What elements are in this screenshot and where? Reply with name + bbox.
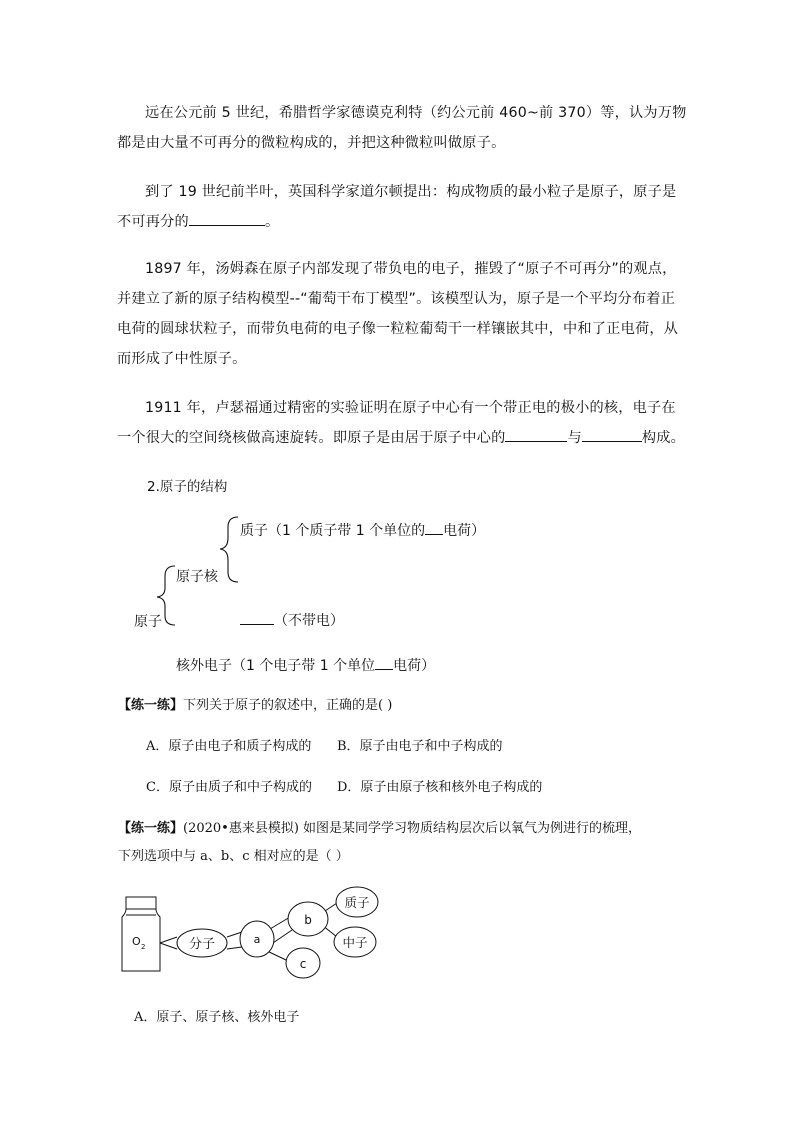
jar-label: O [132, 935, 141, 948]
paragraph-thomson: 1897 年，汤姆森在原子内部发现了带负电的电子，摧毁了“原子不可再分”的观点，并建立了新的原子结构模型--“葡萄干布丁模型”。该模型认为，原子是一个平均分布着正电荷的圆球状粒子，而带负电荷的电子像一粒粒葡萄干一样镶嵌其中，中和了正电荷，从而形成了中性原子。 [117, 261, 679, 367]
exercise-1-option-c: C．原子由质子和中子构成的 [146, 780, 312, 795]
neutron-node-label: 中子 [342, 935, 368, 950]
nucleus-label: 原子核 [176, 569, 218, 585]
oxygen-jar-icon [122, 897, 160, 971]
molecule-node-label: 分子 [188, 937, 216, 952]
proton-node-label: 质子 [344, 895, 370, 910]
atom-label: 原子 [134, 614, 162, 630]
node-a-label: a [253, 933, 261, 946]
fill-blank [240, 610, 274, 625]
fill-blank [375, 655, 393, 670]
node-b-label: b [304, 913, 312, 927]
proton-label: 质子（1 个质子带 1 个单位的 电荷） [240, 520, 485, 540]
paragraph-dalton: 到了 19 世纪前半叶，英国科学家道尔顿提出：构成物质的最小粒子是原子，原子是不可再分的 。 [117, 184, 677, 230]
neutron-label: （不带电） [240, 610, 344, 630]
exercise-1-option-a: A．原子由电子和质子构成的 [146, 739, 312, 754]
fill-blank [425, 520, 443, 535]
electron-label: 核外电子（1 个电子带 1 个单位 电荷） [176, 655, 435, 675]
exercise-1-question: 【练一练】下列关于原子的叙述中，正确的是( ) [118, 698, 393, 713]
exercise-2-question: 【练一练】(2020•惠来县模拟) 如图是某同学学习物质结构层次后以氧气为例进行的梳理， [118, 821, 642, 836]
exercise-1-option-b: B．原子由电子和中子构成的 [337, 739, 503, 754]
section-heading: 2.原子的结构 [147, 479, 228, 495]
node-c-label: c [299, 957, 307, 971]
paragraph-rutherford: 1911 年，卢瑟福通过精密的实验证明在原子中心有一个带正电的极小的核，电子在一个很大的空间绕核做高速旋转。即原子是由居于原子中心的 与 构成。 [117, 400, 686, 446]
exercise-1-option-d: D．原子由原子核和核外电子构成的 [337, 780, 543, 795]
oxygen-structure-diagram [110, 875, 410, 985]
exercise-2-question-line2: 下列选项中与 a、b、c 相对应的是（ ） [118, 849, 349, 864]
brace-nucleus [220, 517, 238, 582]
jar-subscript: 2 [141, 943, 146, 951]
paragraph-democritus: 远在公元前 5 世纪，希腊哲学家德谟克利特（约公元前 460~前 370）等，认为万物都是由大量不可再分的微粒构成的，并把这种微粒叫做原子。 [117, 105, 687, 151]
exercise-2-option-a: A．原子、原子核、核外电子 [134, 1010, 300, 1025]
